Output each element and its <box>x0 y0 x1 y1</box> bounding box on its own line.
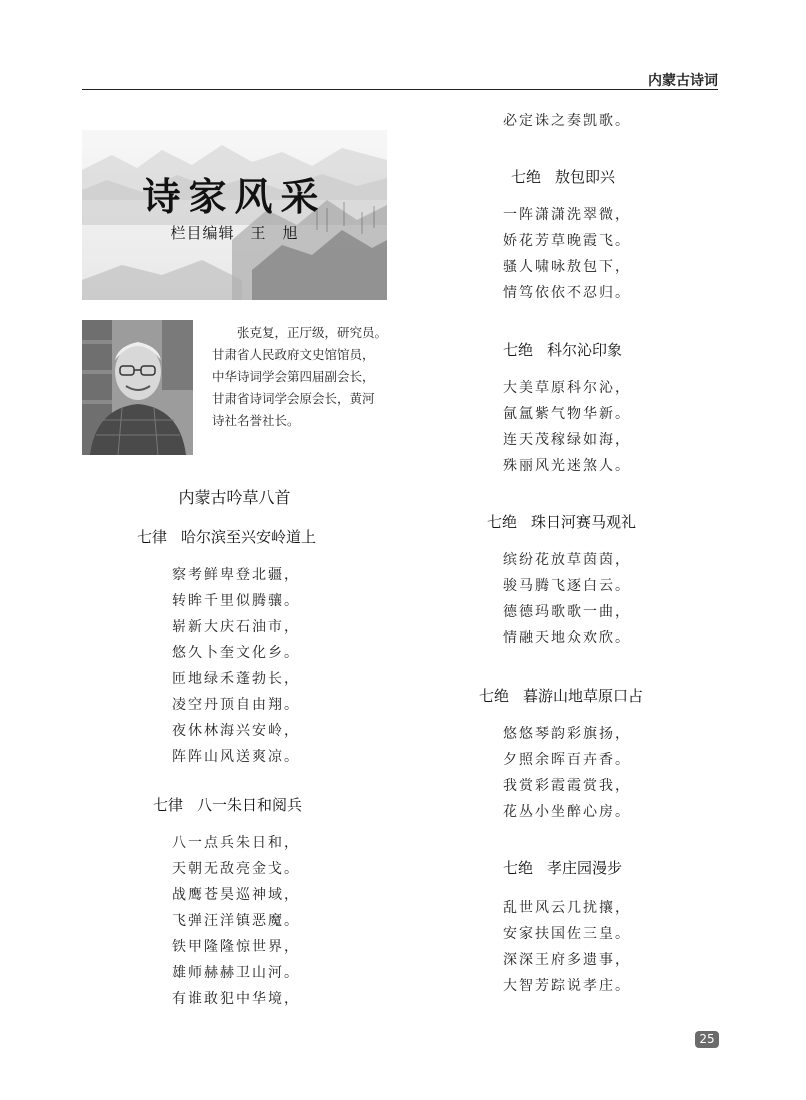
poem-lines <box>172 830 300 1012</box>
poem-line: 大智芳踪说孝庄。 <box>503 978 631 994</box>
poem-line: 阵阵山风送爽凉。 <box>172 749 300 765</box>
poem-line: 悠悠琴韵彩旗扬， <box>503 726 631 742</box>
poem-name: 敖包即兴 <box>555 168 616 186</box>
poem-name: 暮游山地草原口占 <box>523 687 644 705</box>
bio-line: 张克复，正厅级，研究员。 <box>237 325 388 340</box>
author-bio <box>212 322 390 432</box>
poem-line: 殊丽风光迷煞人。 <box>503 458 631 474</box>
poem-type: 七绝 <box>503 859 534 877</box>
poem-type: 七律 <box>153 796 184 814</box>
author-photo <box>82 320 193 455</box>
poem-line: 安家扶国佐三皇。 <box>503 926 631 942</box>
poem-line: 飞弹汪洋镇恶魔。 <box>172 913 300 929</box>
poem-line: 花丛小坐醉心房。 <box>503 804 631 820</box>
poem-name: 孝庄园漫步 <box>547 859 623 877</box>
poem-lines <box>503 375 631 479</box>
poem-line: 深深王府多遗事， <box>503 952 631 968</box>
poem-title <box>137 526 316 547</box>
poem-line: 夕照余晖百卉香。 <box>503 752 631 768</box>
bio-line: 甘肃省诗词学会原会长，黄河 <box>212 391 375 406</box>
poem-line: 氤氲紫气物华新。 <box>503 406 631 422</box>
poem-line: 骚人啸咏敖包下， <box>503 259 631 275</box>
poem-line: 必定诛之奏凯歌。 <box>503 113 631 129</box>
poem-line: 乱世风云几扰攘， <box>503 900 631 916</box>
header-rule <box>82 89 718 90</box>
poem-line: 雄师赫赫卫山河。 <box>172 965 300 981</box>
poem-line: 八一点兵朱日和， <box>172 835 300 851</box>
poem-line: 崭新大庆石油市， <box>172 619 300 635</box>
bio-line: 中华诗词学会第四届副会长， <box>212 369 375 384</box>
poem-name: 哈尔滨至兴安岭道上 <box>181 528 317 546</box>
poem-name: 珠日河赛马观礼 <box>531 513 637 531</box>
poem-lines <box>503 721 631 825</box>
poem-line: 察考鲜卑登北疆， <box>172 567 300 583</box>
poem-line: 情融天地众欢欣。 <box>503 630 631 646</box>
poem-title <box>487 511 636 532</box>
poem-name: 科尔沁印象 <box>547 341 623 359</box>
bio-line: 诗社名誉社长。 <box>212 413 300 428</box>
poem-title <box>479 685 643 706</box>
poem-lines <box>503 108 631 134</box>
poem-title <box>503 857 622 878</box>
banner-editor: 栏目编辑 王 旭 <box>170 224 299 242</box>
poem-line: 娇花芳草晚霞飞。 <box>503 233 631 249</box>
poem-type: 七绝 <box>487 513 518 531</box>
poem-lines <box>503 202 631 306</box>
poem-line: 大美草原科尔沁， <box>503 380 631 396</box>
poem-title <box>511 166 615 187</box>
poem-type: 七绝 <box>479 687 510 705</box>
section-title: 内蒙古吟草八首 <box>178 488 291 507</box>
poem-line: 匝地绿禾蓬勃长， <box>172 671 300 687</box>
poem-line: 悠久卜奎文化乡。 <box>172 645 300 661</box>
poem-line: 转眸千里似腾骧。 <box>172 593 300 609</box>
poem-type: 七绝 <box>511 168 542 186</box>
poem-line: 一阵潇潇洗翠微， <box>503 207 631 223</box>
poem-title <box>503 339 622 360</box>
poem-name: 八一朱日和阅兵 <box>197 796 303 814</box>
poem-line: 夜休林海兴安岭， <box>172 723 300 739</box>
poem-title <box>153 794 302 815</box>
poem-line: 情笃依依不忍归。 <box>503 285 631 301</box>
poem-lines <box>503 547 631 651</box>
poem-line: 凌空丹顶自由翔。 <box>172 697 300 713</box>
poem-lines <box>503 895 631 999</box>
bio-line: 甘肃省人民政府文史馆馆员， <box>212 347 375 362</box>
poem-line: 连天茂稼绿如海， <box>503 432 631 448</box>
poem-line: 缤纷花放草茵茵， <box>503 552 631 568</box>
portrait-icon <box>82 320 193 455</box>
header-title: 内蒙古诗词 <box>648 73 718 89</box>
poem-line: 铁甲隆隆惊世界， <box>172 939 300 955</box>
poem-type: 七律 <box>137 528 168 546</box>
page-number: 25 <box>695 1031 719 1048</box>
poem-line: 骏马腾飞逐白云。 <box>503 578 631 594</box>
poem-lines <box>172 562 300 770</box>
poem-line: 我赏彩霞霞赏我， <box>503 778 631 794</box>
poem-line: 天朝无敌亮金戈。 <box>172 861 300 877</box>
poem-type: 七绝 <box>503 341 534 359</box>
poem-line: 德德玛歌歌一曲， <box>503 604 631 620</box>
poem-line: 有谁敢犯中华境， <box>172 991 300 1007</box>
poem-line: 战鹰苍昊巡神域， <box>172 887 300 903</box>
banner-title: 诗家风采 <box>142 174 327 219</box>
